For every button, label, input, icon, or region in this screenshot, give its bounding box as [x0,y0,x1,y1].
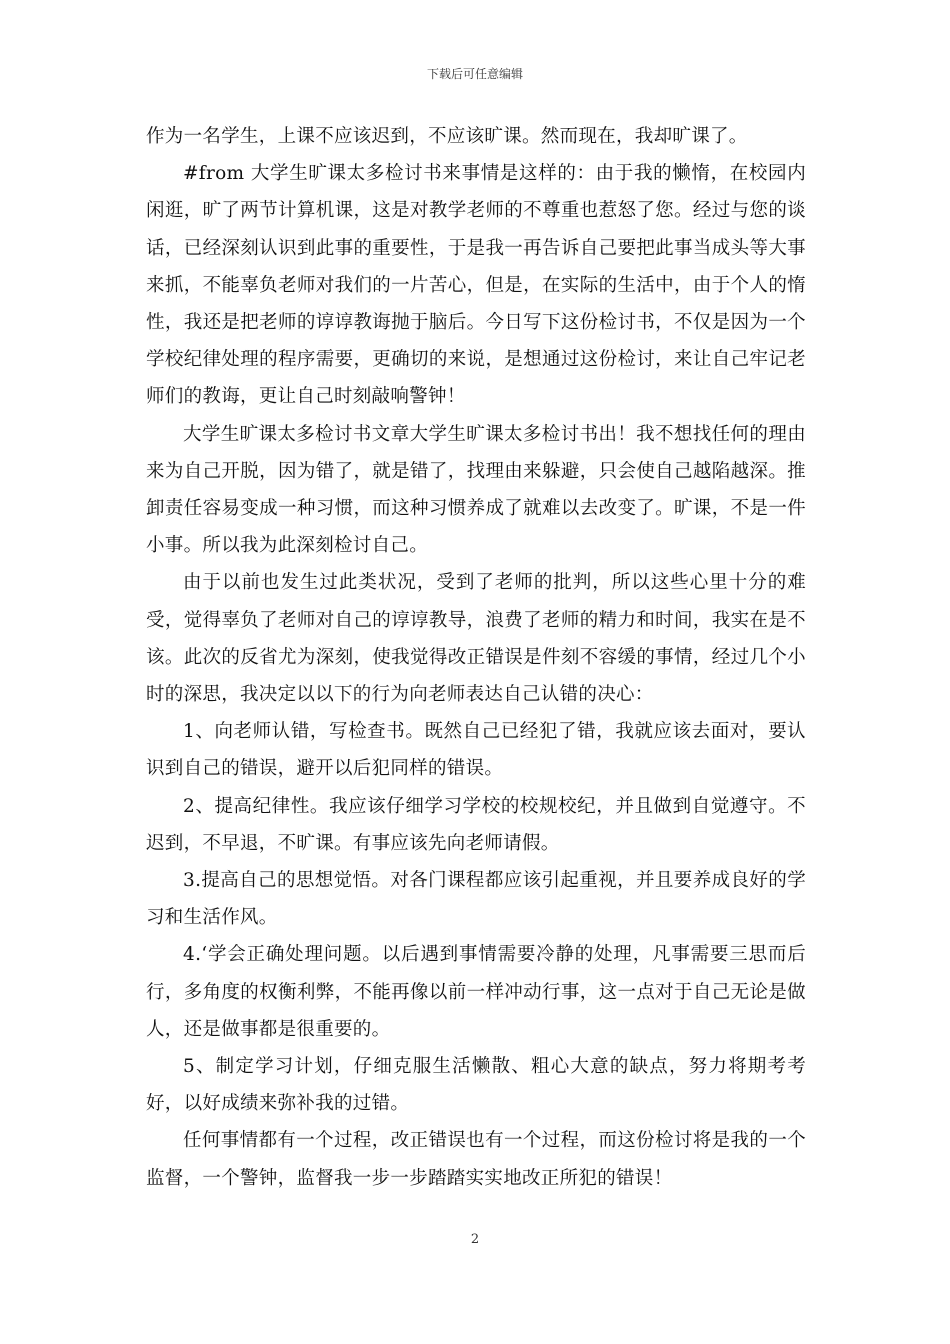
document-body [146,118,806,1197]
list-item-1: 1、向老师认错，写检查书。既然自己已经犯了错，我就应该去面对，要认识到自己的错误，避开以后犯同样的错误。 [146,721,806,780]
list-item-5: 5、制定学习计划，仔细克服生活懒散、粗心大意的缺点，努力将期考考好，以好成绩来弥补我的过错。 [146,1056,806,1115]
paragraph-3: 大学生旷课太多检讨书文章大学生旷课太多检讨书出！我不想找任何的理由来为自己开脱，因为错了，就是错了，找理由来躲避，只会使自己越陷越深。推卸责任容易变成一种习惯，而这种习惯养成了就难以去改变了。旷课，不是一件小事。所以我为此深刻检讨自己。 [146,423,806,557]
paragraph-4: 由于以前也发生过此类状况，受到了老师的批判，所以这些心里十分的难受，觉得辜负了老师对自己的谆谆教导，浪费了老师的精力和时间，我实在是不该。此次的反省尤为深刻，使我觉得改正错误是件刻不容缓的事情，经过几个小时的深思，我决定以以下的行为向老师表达自己认错的决心： [146,572,806,706]
list-item-4: 4.‘学会正确处理问题。以后遇到事情需要冷静的处理，凡事需要三思而后行，多角度的权衡利弊，不能再像以前一样冲动行事，这一点对于自己无论是做人，还是做事都是很重要的。 [146,944,806,1040]
page-header: 下载后可任意编辑 [426,67,523,81]
list-item-2: 2、提高纪律性。我应该仔细学习学校的校规校纪，并且做到自觉遵守。不迟到，不早退，不旷课。有事应该先向老师请假。 [146,795,806,854]
paragraph-1: 作为一名学生，上课不应该迟到，不应该旷课。然而现在，我却旷课了。 [146,126,748,147]
paragraph-2: #from 大学生旷课太多检讨书来事情是这样的：由于我的懒惰，在校园内闲逛，旷了两节计算机课，这是对教学老师的不尊重也惹怒了您。经过与您的谈话，已经深刻认识到此事的重要性，于是我一再告诉自己要把此事当成头等大事来抓，不能辜负老师对我们的一片苦心，但是，在实际的生活中，由于个人的惰性，我还是把老师的谆谆教诲抛于脑后。今日写下这份检讨书，不仅是因为一个学校纪律处理的程序需要，更确切的来说，是想通过这份检讨，来让自己牢记老师们的教诲，更让自己时刻敲响警钟！ [146,163,806,408]
page-number: 2 [470,1232,480,1247]
paragraph-closing: 任何事情都有一个过程，改正错误也有一个过程，而这份检讨将是我的一个监督，一个警钟，监督我一步一步踏踏实实地改正所犯的错误！ [146,1130,806,1189]
list-item-3: 3.提高自己的思想觉悟。对各门课程都应该引起重视，并且要养成良好的学习和生活作风。 [146,870,806,929]
